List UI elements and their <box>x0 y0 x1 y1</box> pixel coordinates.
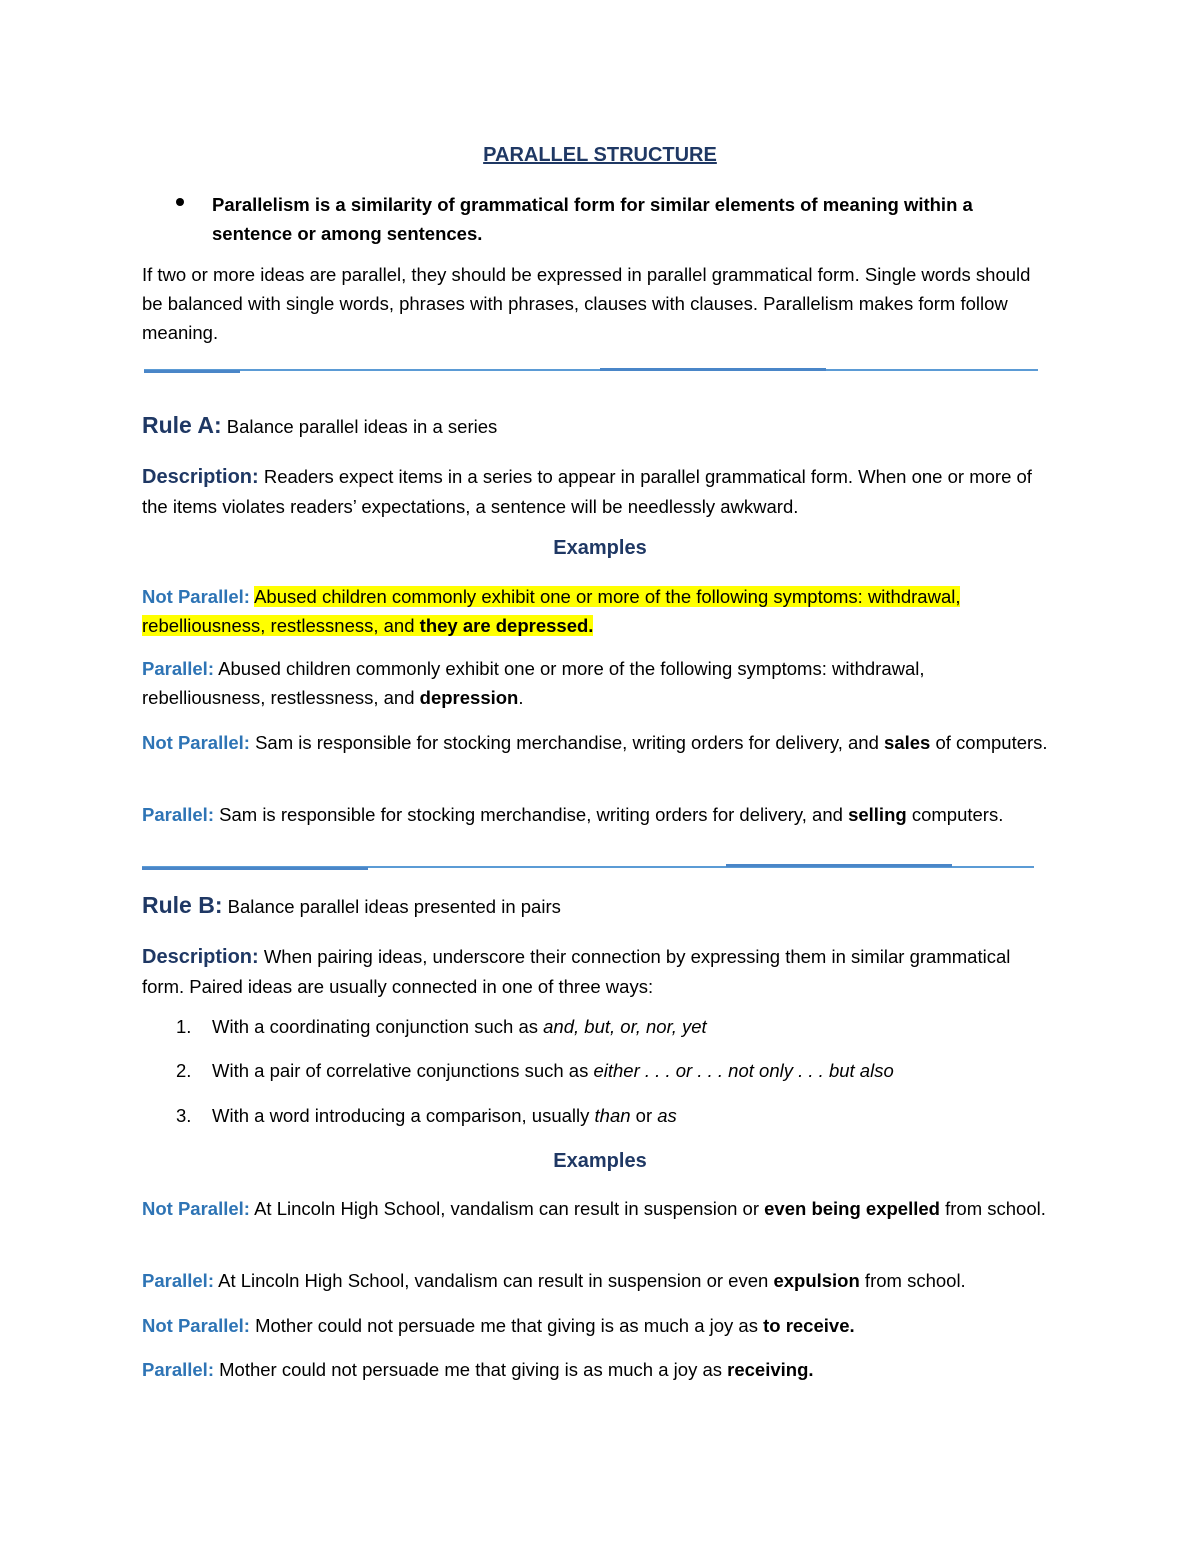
page-title: PARALLEL STRUCTURE <box>483 144 717 166</box>
divider-accent <box>600 368 826 371</box>
example-text: At Lincoln High School, vandalism can result in suspension or even <box>218 1270 774 1291</box>
highlighted-text <box>142 586 960 636</box>
parallel-label: Parallel: <box>142 1359 214 1380</box>
rule-b-examples-heading: Examples <box>553 1150 647 1172</box>
rule-b-label: Rule B: <box>142 892 223 918</box>
rule-b-heading <box>142 892 561 919</box>
example-emphasis: depression <box>419 687 519 708</box>
rule-a-example-not-parallel-1 <box>142 582 1052 640</box>
list-italic: than <box>594 1105 631 1126</box>
example-text: Mother could not persuade me that giving is as much a joy as <box>219 1359 728 1380</box>
example-text: At Lincoln High School, vandalism can result in suspension or <box>254 1198 765 1219</box>
rule-b-example-parallel-2 <box>142 1355 1052 1384</box>
example-emphasis: sales <box>884 732 931 753</box>
list-number: 1. <box>176 1016 192 1037</box>
example-emphasis: expulsion <box>773 1270 860 1291</box>
list-number: 2. <box>176 1060 192 1081</box>
list-text: With a coordinating conjunction such as <box>212 1016 544 1037</box>
rule-a-example-parallel-1 <box>142 654 1052 712</box>
parallel-label: Parallel: <box>142 658 214 679</box>
list-text: With a word introducing a comparison, usually <box>212 1105 595 1126</box>
example-text: Sam is responsible for stocking merchandise, writing orders for delivery, and <box>255 732 885 753</box>
rule-a-heading <box>142 412 497 439</box>
example-text: Abused children commonly exhibit one or more of the following symptoms: withdrawal, rebelliousness, restlessness, and <box>142 586 961 636</box>
rule-a-examples-heading: Examples <box>553 537 647 559</box>
section-divider <box>144 369 1038 371</box>
not-parallel-label: Not Parallel: <box>142 732 250 753</box>
example-text: Mother could not persuade me that giving is as much a joy as <box>255 1315 764 1336</box>
example-text: Abused children commonly exhibit one or more of the following symptoms: withdrawal, rebelliousness, restlessness, and <box>142 658 925 708</box>
description-label: Description: <box>142 946 259 968</box>
rule-a-text: Balance parallel ideas in a series <box>226 416 498 437</box>
rule-b-description <box>142 942 1052 1001</box>
rule-b-example-parallel-1 <box>142 1266 1052 1295</box>
example-emphasis: even being expelled <box>764 1198 940 1219</box>
rule-b-description-text: When pairing ideas, underscore their connection by expressing them in similar grammatical form. Paired ideas are usually connected in one of three ways: <box>142 946 1011 997</box>
rule-a-description <box>142 462 1052 521</box>
rule-a-label: Rule A: <box>142 412 222 438</box>
bullet-icon <box>176 198 184 206</box>
list-item <box>176 1060 894 1082</box>
example-emphasis: receiving. <box>727 1359 814 1380</box>
example-text: . <box>518 687 524 708</box>
rule-a-example-parallel-2 <box>142 800 1052 829</box>
divider-accent <box>144 370 240 373</box>
rule-b-text: Balance parallel ideas presented in pairs <box>227 896 561 917</box>
intro-bullet-text: Parallelism is a similarity of grammatical form for similar elements of meaning within a sentence or among sentences. <box>212 194 973 244</box>
parallel-label: Parallel: <box>142 1270 214 1291</box>
parallel-label: Parallel: <box>142 804 214 825</box>
rule-a-example-not-parallel-2 <box>142 728 1052 757</box>
rule-a-description-text: Readers expect items in a series to appear in parallel grammatical form. When one or more of the items violates readers’ expectations, a sentence will be needlessly awkward. <box>142 466 1032 517</box>
example-text: computers. <box>906 804 1004 825</box>
list-italic: as <box>657 1105 677 1126</box>
intro-paragraph: If two or more ideas are parallel, they should be expressed in parallel grammatical form. Single words should be balanced with single words, phrases with phrases, clauses with clauses. Parallelism makes form follow meaning. <box>142 264 1031 343</box>
list-item <box>176 1105 677 1127</box>
example-text: Sam is responsible for stocking merchandise, writing orders for delivery, and <box>219 804 849 825</box>
list-italic: either . . . or . . . not only . . . but also <box>593 1060 894 1081</box>
example-text: of computers. <box>930 732 1048 753</box>
example-emphasis: they are depressed. <box>419 615 594 636</box>
not-parallel-label: Not Parallel: <box>142 1198 250 1219</box>
example-emphasis: to receive. <box>763 1315 855 1336</box>
list-text: With a pair of correlative conjunctions such as <box>212 1060 594 1081</box>
example-text: from school. <box>859 1270 966 1291</box>
list-italic: and, but, or, nor, yet <box>543 1016 707 1037</box>
list-item <box>176 1016 707 1038</box>
not-parallel-label: Not Parallel: <box>142 586 250 607</box>
not-parallel-label: Not Parallel: <box>142 1315 250 1336</box>
description-label: Description: <box>142 466 259 488</box>
list-text: or <box>630 1105 658 1126</box>
list-number: 3. <box>176 1105 192 1126</box>
example-text: from school. <box>939 1198 1046 1219</box>
rule-b-example-not-parallel-2 <box>142 1311 1052 1340</box>
example-emphasis: selling <box>848 804 907 825</box>
divider-accent <box>726 864 952 867</box>
rule-b-example-not-parallel-1 <box>142 1194 1052 1223</box>
divider-accent <box>142 867 368 870</box>
